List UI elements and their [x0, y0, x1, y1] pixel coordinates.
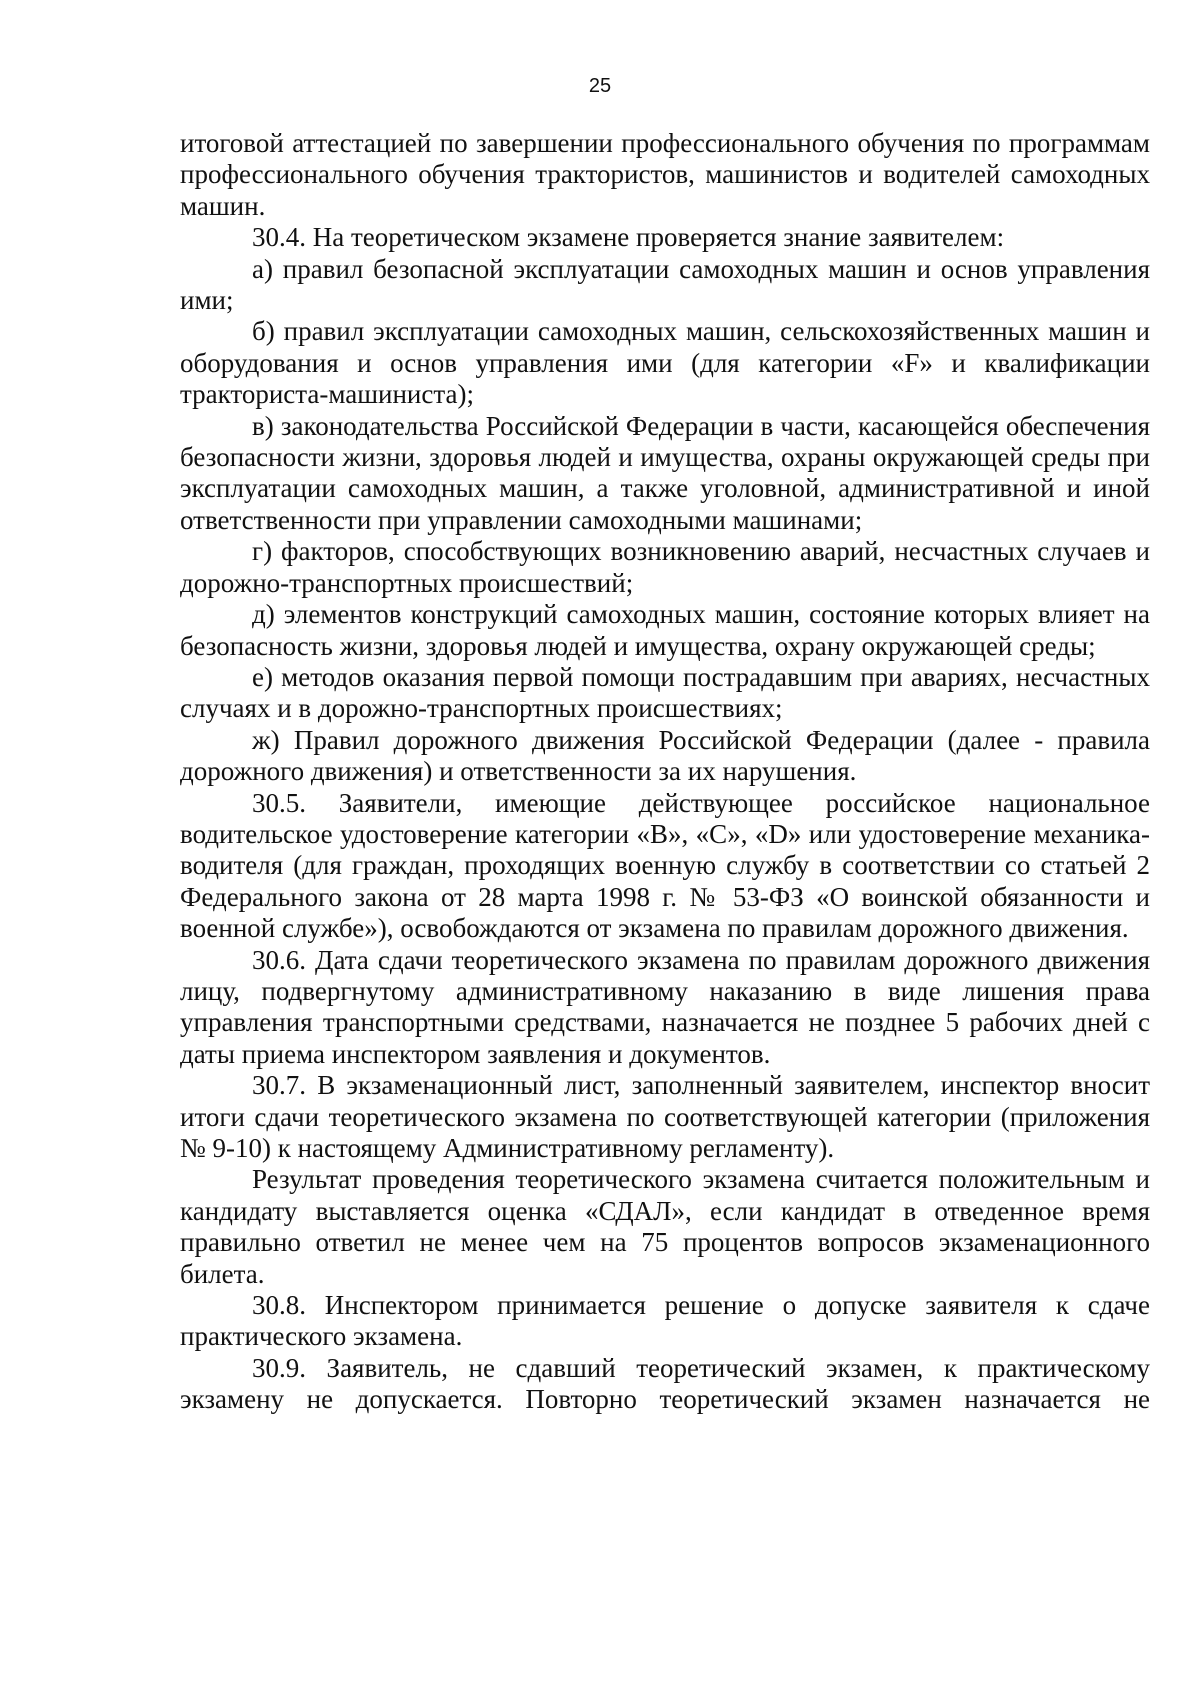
paragraph-30-4-d: д) элементов конструкций самоходных машин, состояние которых влияет на безопасность жизни, здоровья людей и имущества, охрану окружающей среды; — [180, 599, 1150, 661]
paragraph-30-7-result: Результат проведения теоретического экзамена считается положительным и кандидату выставляется оценка «СДАЛ», если кандидат в отведенное время правильно ответил не менее чем на 75 процентов вопросов экзаменационного билета. — [180, 1164, 1150, 1289]
paragraph-30-4-v: в) законодательства Российской Федерации в части, касающейся обеспечения безопасности жизни, здоровья людей и имущества, охраны окружающей среды при эксплуатации самоходных машин, а также уголовной, административной и иной ответственности при управлении самоходными машинами; — [180, 410, 1150, 535]
paragraph-continuation: итоговой аттестацией по завершении профессионального обучения по программам профессионального обучения трактористов, машинистов и водителей самоходных машин. — [180, 128, 1150, 221]
paragraph-30-6: 30.6. Дата сдачи теоретического экзамена по правилам дорожного движения лицу, подвергнутому административному наказанию в виде лишения права управления транспортными средствами, назначается не позднее 5 рабочих дней с даты приема инспектором заявления и документов. — [180, 944, 1150, 1069]
paragraph-30-4: 30.4. На теоретическом экзамене проверяется знание заявителем: — [252, 222, 1005, 253]
paragraph-30-4-e: е) методов оказания первой помощи пострадавшим при авариях, несчастных случаях и в дорожно-транспортных происшествиях; — [180, 661, 1150, 724]
paragraph-30-7: 30.7. В экзаменационный лист, заполненный заявителем, инспектор вносит итоги сдачи теоретического экзамена по соответствующей категории (приложения № 9-10) к настоящему Административному регламенту). — [180, 1070, 1150, 1163]
paragraph-30-5: 30.5. Заявители, имеющие действующее российское национальное водительское удостоверение категории «B», «C», «D» или удостоверение механика-водителя (для граждан, проходящих военную службу в соответствии со статьей 2 Федерального закона от 28 марта 1998 г. № 53-ФЗ «О воинской обязанности и военной службе»), освобождаются от экзамена по правилам дорожного движения. — [180, 787, 1150, 944]
page-number: 25 — [588, 75, 612, 97]
paragraph-30-8: 30.8. Инспектором принимается решение о допуске заявителя к сдаче практического экзамена. — [180, 1290, 1150, 1352]
paragraph-30-4-g: г) факторов, способствующих возникновению аварий, несчастных случаев и дорожно-транспортных происшествий; — [180, 536, 1150, 598]
document-body — [180, 128, 1150, 1416]
paragraph-30-4-zh: ж) Правил дорожного движения Российской Федерации (далее - правила дорожного движения) и ответственности за их нарушения. — [180, 724, 1150, 787]
paragraph-30-4-b: б) правил эксплуатации самоходных машин, сельскохозяйственных машин и оборудования и основ управления ими (для категории «F» и квалификации тракториста-машиниста); — [180, 316, 1150, 410]
paragraph-30-4-a: а) правил безопасной эксплуатации самоходных машин и основ управления ими; — [180, 253, 1150, 316]
paragraph-30-9: 30.9. Заявитель, не сдавший теоретический экзамен, к практическому экзамену не допускается. Повторно теоретический экзамен назначается не — [180, 1352, 1150, 1415]
